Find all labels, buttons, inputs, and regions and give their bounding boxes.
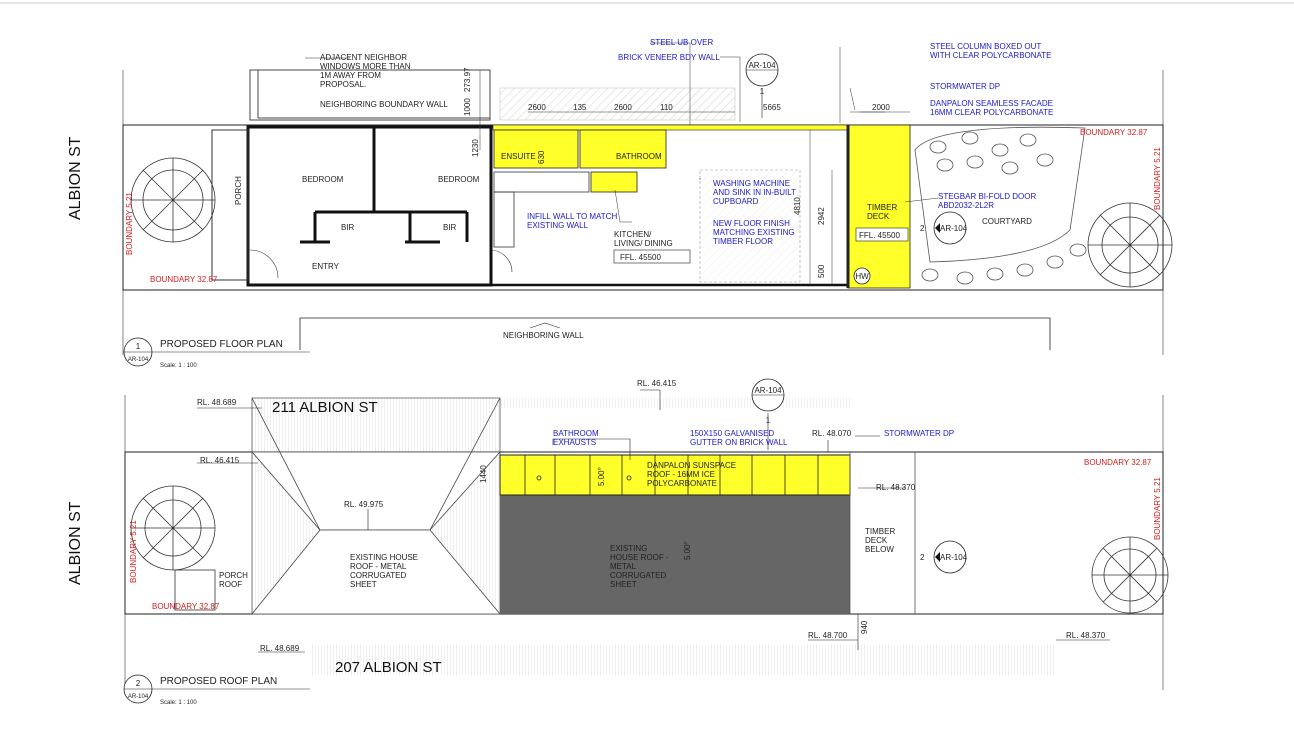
note-exhausts-2: EXHAUSTS (553, 438, 597, 447)
dim-273: 273.97 (463, 67, 472, 92)
note-timber-below-3: BELOW (865, 545, 894, 554)
note-brick-veneer: BRICK VENEER BDY WALL (618, 53, 720, 62)
note-adjacent-2: WINDOWS MORE THAN (320, 62, 411, 71)
elev-marker-sheet: AR-104 (940, 224, 968, 233)
note-steel-ub: STEEL UB OVER (650, 38, 714, 47)
note-washing-3: CUPBOARD (713, 197, 759, 206)
boundary-bottom: BOUNDARY 32.87 (150, 275, 218, 284)
ffl-kitchen: FFL. 45500 (620, 253, 661, 262)
dim-4810: 4810 (793, 197, 802, 215)
rl-48689-bottom: RL. 48.689 (260, 644, 300, 653)
note-adjacent-4: PROPOSAL. (320, 80, 367, 89)
boundary-left: BOUNDARY 5.21 (125, 192, 134, 255)
room-ensuite: ENSUITE (501, 152, 536, 161)
rl-48370-bottom: RL. 48.370 (1066, 631, 1106, 640)
room-timber-line2: DECK (867, 212, 890, 221)
note-steel-column-1: STEEL COLUMN BOXED OUT (930, 42, 1042, 51)
roof-elev-sheet: AR-104 (940, 553, 968, 562)
roof-plan (67, 379, 1168, 706)
note-new-floor-3: TIMBER FLOOR (713, 237, 774, 246)
note-timber-below-1: TIMBER (865, 527, 896, 536)
address-207: 207 ALBION ST (335, 659, 442, 676)
hw-label: HW (855, 272, 869, 281)
pitch-2: 5.00° (683, 541, 692, 560)
street-label-albion: ALBION ST (67, 136, 84, 220)
note-washing-2: AND SINK IN IN-BUILT (713, 188, 796, 197)
floor-title-sheet: AR-104 (127, 357, 149, 363)
room-timber-line1: TIMBER (867, 203, 898, 212)
rl-49975: RL. 49.975 (344, 500, 384, 509)
note-existing-roof2-2: HOUSE ROOF - (610, 553, 669, 562)
room-bir-1: BIR (341, 223, 355, 232)
note-timber-below-2: DECK (865, 536, 888, 545)
roof-plan-scale: Scale: 1 : 100 (160, 700, 197, 706)
dim-500: 500 (817, 264, 826, 278)
note-existing-roof2-4: CORRUGATED (610, 571, 667, 580)
floor-plan (67, 38, 1172, 369)
existing-house-walls (248, 127, 491, 285)
note-new-floor-1: NEW FLOOR FINISH (713, 219, 790, 228)
note-neighboring-boundary-wall: NEIGHBORING BOUNDARY WALL (320, 100, 448, 109)
note-danpalon-2: 16MM CLEAR POLYCARBONATE (930, 108, 1054, 117)
note-steel-column-2: WITH CLEAR POLYCARBONATE (930, 51, 1052, 60)
dim-1230: 1230 (471, 139, 480, 157)
dim-630: 630 (537, 150, 546, 164)
ensuite-room (494, 130, 578, 168)
note-infill-2: EXISTING WALL (527, 221, 589, 230)
note-adjacent-3: 1M AWAY FROM (320, 71, 381, 80)
room-bathroom: BATHROOM (616, 152, 662, 161)
roof-boundary-top: BOUNDARY 32.87 (1084, 458, 1152, 467)
roof-tree-right (1092, 537, 1168, 613)
room-bir-2: BIR (443, 223, 457, 232)
note-gutter-1: 150X150 GALVANISED (690, 429, 775, 438)
note-porch-roof-1: PORCH (219, 571, 248, 580)
note-infill-1: INFILL WALL TO MATCH (527, 212, 618, 221)
room-porch: PORCH (234, 176, 243, 205)
note-stegbar-1: STEGBAR BI-FOLD DOOR (938, 192, 1037, 201)
floor-title-number: 1 (135, 342, 141, 351)
rl-48700: RL. 48.700 (808, 631, 848, 640)
elev-marker-number: 2 (920, 224, 925, 233)
roof-section-sheet: AR-104 (754, 386, 782, 395)
room-bedroom-2: BEDROOM (438, 175, 480, 184)
dim-5665: 5665 (763, 103, 781, 112)
note-existing-roof2-5: SHEET (610, 580, 637, 589)
rl-48689-top: RL. 48.689 (197, 398, 237, 407)
note-existing-roof2-3: METAL (610, 562, 637, 571)
note-roof-stormwater: STORMWATER DP (884, 429, 955, 438)
bathroom-room (580, 130, 666, 168)
note-danpalon-roof-1: DANPALON SUNSPACE (647, 461, 737, 470)
dim-110: 110 (660, 103, 673, 112)
room-kitchen-line1: KITCHEN/ (614, 230, 652, 239)
roof-title-number: 2 (135, 679, 141, 688)
section-marker-sheet: AR-104 (748, 61, 776, 70)
dim-2000: 2000 (872, 103, 890, 112)
roof-title-sheet: AR-104 (127, 694, 149, 700)
tree-symbol-right (1088, 203, 1172, 287)
room-kitchen-line2: LIVING/ DINING (614, 239, 673, 248)
roof-boundary-right: BOUNDARY 5.21 (1153, 477, 1162, 540)
roof-elev-number: 2 (920, 553, 925, 562)
note-danpalon-1: DANPALON SEAMLESS FACADE (930, 99, 1053, 108)
laundry-cupboard (591, 172, 637, 192)
roof-boundary-bottom: BOUNDARY 32.87 (152, 602, 220, 611)
note-existing-roof2-1: EXISTING (610, 544, 648, 553)
note-gutter-2: GUTTER ON BRICK WALL (690, 438, 788, 447)
pitch-1: 5.00° (597, 467, 606, 486)
roof-boundary-left: BOUNDARY 5.21 (129, 520, 138, 583)
street-label-albion-roof: ALBION ST (67, 501, 84, 585)
note-exhausts-1: BATHROOM (553, 429, 599, 438)
dim-1440: 1440 (479, 465, 488, 483)
note-new-floor-2: MATCHING EXISTING (713, 228, 795, 237)
rl-46415-left: RL. 46.415 (200, 456, 240, 465)
note-neighboring-wall: NEIGHBORING WALL (503, 331, 584, 340)
ffl-deck: FFL. 45500 (859, 231, 900, 240)
note-stormwater: STORMWATER DP (930, 82, 1001, 91)
room-bedroom-1: BEDROOM (302, 175, 344, 184)
section-marker-number: 1 (759, 87, 765, 96)
roof-tree-left (131, 486, 215, 570)
roof-section-number: 1 (765, 416, 771, 425)
floor-plan-scale: Scale: 1 : 100 (160, 363, 197, 369)
dim-2942: 2942 (817, 207, 826, 225)
existing-roof-hatch (500, 495, 850, 614)
dim-2600b: 2600 (614, 103, 632, 112)
note-danpalon-roof-3: POLYCARBONATE (647, 479, 717, 488)
rl-46415-top: RL. 46.415 (637, 379, 677, 388)
roof-plan-title: PROPOSED ROOF PLAN (160, 676, 278, 687)
dim-135: 135 (573, 103, 587, 112)
floor-plan-title: PROPOSED FLOOR PLAN (160, 339, 283, 350)
address-211: 211 ALBION ST (272, 399, 378, 416)
dim-2600a: 2600 (528, 103, 546, 112)
new-wall-strip (493, 125, 850, 130)
note-danpalon-roof-2: ROOF - 16MM ICE (647, 470, 716, 479)
boundary-top: BOUNDARY 32.87 (1080, 128, 1148, 137)
note-existing-roof1-3: CORRUGATED (350, 571, 407, 580)
rl-48370-right: RL. 48.370 (876, 483, 916, 492)
note-adjacent-1: ADJACENT NEIGHBOR (320, 53, 407, 62)
note-existing-roof1-1: EXISTING HOUSE (350, 553, 419, 562)
room-entry: ENTRY (312, 262, 339, 271)
tree-symbol-left (131, 158, 215, 242)
note-porch-roof-2: ROOF (219, 580, 243, 589)
room-courtyard: COURTYARD (982, 217, 1032, 226)
dim-1000: 1000 (463, 98, 472, 116)
note-stegbar-2: ABD2032-2L2R (938, 201, 995, 210)
rl-48070: RL. 48.070 (812, 429, 852, 438)
note-existing-roof1-2: ROOF - METAL (350, 562, 407, 571)
note-washing-1: WASHING MACHINE (713, 179, 791, 188)
boundary-right: BOUNDARY 5.21 (1153, 147, 1162, 210)
note-existing-roof1-4: SHEET (350, 580, 377, 589)
dim-940: 940 (860, 620, 869, 634)
